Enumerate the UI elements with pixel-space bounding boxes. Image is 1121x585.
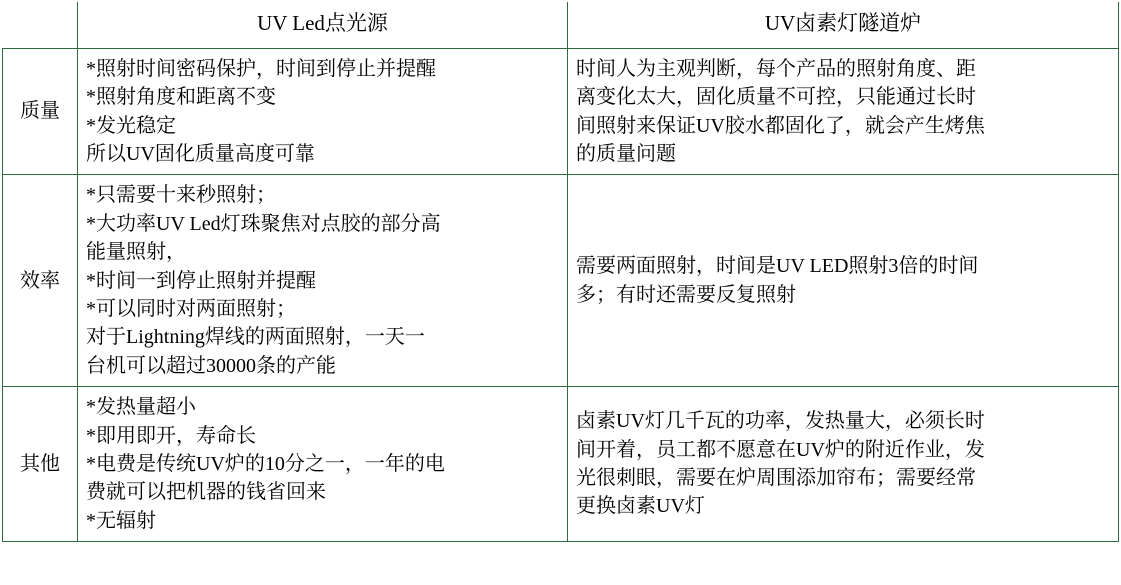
table-row	[3, 48, 1119, 175]
text-line: 所以UV固化质量高度可靠	[86, 142, 315, 165]
cell-quality-led	[78, 48, 568, 175]
text-line: *发热量超小	[86, 396, 196, 419]
text-line: *无辐射	[86, 509, 156, 532]
header-corner-cell	[3, 2, 78, 48]
text-line: 能量照射，	[86, 241, 186, 264]
cell-efficiency-halogen	[568, 175, 1119, 387]
text-line: *即用即开，寿命长	[86, 424, 256, 447]
text-line: *电费是传统UV炉的10分之一，一年的电	[86, 452, 445, 475]
text-line: 多；有时还需要反复照射	[576, 283, 796, 306]
text-line: 离变化太大，固化质量不可控，只能通过长时	[576, 86, 976, 109]
text-line: *照射时间密码保护，时间到停止并提醒	[86, 57, 436, 80]
comparison-table	[2, 2, 1119, 542]
text-line: 台机可以超过30000条的产能	[86, 354, 336, 377]
header-uv-halogen: UV卤素灯隧道炉	[568, 2, 1119, 48]
text-line: 需要两面照射，时间是UV LED照射3倍的时间	[576, 255, 979, 278]
table-row	[3, 387, 1119, 542]
cell-other-led	[78, 387, 568, 542]
row-label-other: 其他	[3, 387, 78, 542]
text-line: 时间人为主观判断，每个产品的照射角度、距	[576, 57, 976, 80]
cell-efficiency-led	[78, 175, 568, 387]
table-row	[3, 175, 1119, 387]
row-label-efficiency: 效率	[3, 175, 78, 387]
row-label-quality: 质量	[3, 48, 78, 175]
text-line: *可以同时对两面照射；	[86, 297, 296, 320]
text-line: *时间一到停止照射并提醒	[86, 269, 316, 292]
text-line: 光很刺眼，需要在炉周围添加帘布；需要经常	[576, 467, 976, 490]
text-line: 间开着，员工都不愿意在UV炉的附近作业，发	[576, 438, 985, 461]
text-line: 费就可以把机器的钱省回来	[86, 481, 326, 504]
text-line: *只需要十来秒照射；	[86, 184, 276, 207]
comparison-table-container	[0, 2, 1121, 585]
cell-quality-halogen	[568, 48, 1119, 175]
text-line: 卤素UV灯几千瓦的功率，发热量大，必须长时	[576, 410, 985, 433]
text-line: 对于Lightning焊线的两面照射，一天一	[86, 326, 425, 349]
text-line: *大功率UV Led灯珠聚焦对点胶的部分高	[86, 212, 441, 235]
table-header-row	[3, 2, 1119, 48]
cell-other-halogen	[568, 387, 1119, 542]
text-line: 间照射来保证UV胶水都固化了，就会产生烤焦	[576, 114, 985, 137]
text-line: 的质量问题	[576, 142, 676, 165]
text-line: 更换卤素UV灯	[576, 495, 705, 518]
text-line: *发光稳定	[86, 114, 176, 137]
header-uv-led: UV Led点光源	[78, 2, 568, 48]
text-line: *照射角度和距离不变	[86, 86, 276, 109]
